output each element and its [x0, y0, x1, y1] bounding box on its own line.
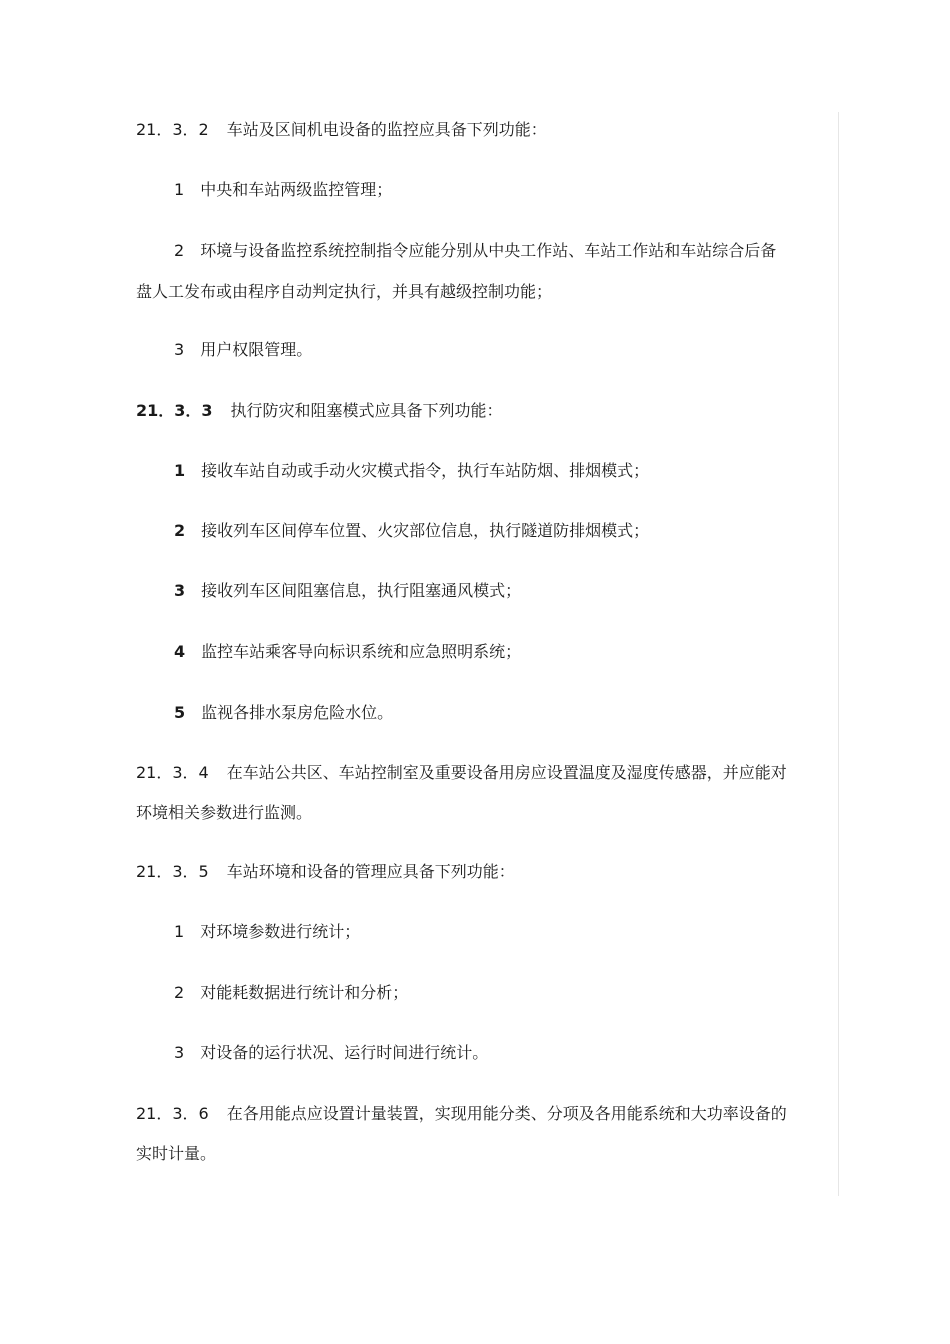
item-text: 监视各排水泵房危险水位。 [201, 703, 394, 722]
item-number: 1 [174, 461, 186, 480]
item-text: 对设备的运行状况、运行时间进行统计。 [200, 1043, 489, 1062]
page-edge-line [838, 112, 839, 1196]
item-number: 2 [174, 983, 185, 1002]
clause-21-3-5 [136, 861, 515, 883]
list-item [174, 702, 393, 724]
clause-continuation: 环境相关参数进行监测。 [136, 803, 313, 822]
clause-number: 21．3．4 [136, 763, 209, 782]
clause-text: 执行防灾和阻塞模式应具备下列功能： [230, 401, 503, 420]
item-text: 接收列车区间停车位置、火灾部位信息，执行隧道防排烟模式； [201, 521, 650, 540]
clause-21-3-2 [136, 119, 547, 141]
item-number: 4 [174, 642, 186, 661]
item-number: 1 [174, 180, 185, 199]
list-item [174, 339, 312, 361]
item-text: 接收列车区间阻塞信息，执行阻塞通风模式； [201, 581, 522, 600]
item-number: 2 [174, 241, 185, 260]
clause-number: 21．3．3 [136, 401, 213, 420]
clause-21-3-4 [136, 762, 787, 784]
list-item [174, 982, 408, 1004]
item-text: 中央和车站两级监控管理； [200, 180, 393, 199]
list-item [174, 1042, 488, 1064]
clause-text: 车站及区间机电设备的监控应具备下列功能： [226, 120, 547, 139]
list-item [174, 641, 521, 663]
clause-continuation: 实时计量。 [136, 1144, 217, 1163]
item-number: 2 [174, 521, 186, 540]
clause-21-3-3 [136, 400, 503, 422]
item-number: 3 [174, 1043, 185, 1062]
list-item [174, 520, 649, 542]
clause-21-3-6 [136, 1103, 787, 1125]
item-number: 1 [174, 922, 185, 941]
item-text: 环境与设备监控系统控制指令应能分别从中央工作站、车站工作站和车站综合后备 [200, 241, 777, 260]
item-number: 3 [174, 581, 186, 600]
item-text: 用户权限管理。 [200, 340, 313, 359]
list-item [174, 921, 360, 943]
item-number: 5 [174, 703, 186, 722]
item-number: 3 [174, 340, 185, 359]
clause-text: 车站环境和设备的管理应具备下列功能： [226, 862, 515, 881]
clause-number: 21．3．2 [136, 120, 209, 139]
list-item [174, 580, 521, 602]
item-text: 接收车站自动或手动火灾模式指令，执行车站防烟、排烟模式； [201, 461, 650, 480]
item-text: 对环境参数进行统计； [200, 922, 361, 941]
list-item [174, 179, 392, 201]
list-item [174, 460, 649, 482]
clause-text: 在车站公共区、车站控制室及重要设备用房应设置温度及湿度传感器，并应能对 [226, 763, 787, 782]
list-item [174, 240, 776, 262]
clause-number: 21．3．6 [136, 1104, 209, 1123]
item-text: 监控车站乘客导向标识系统和应急照明系统； [201, 642, 522, 661]
item-text: 对能耗数据进行统计和分析； [200, 983, 409, 1002]
item-continuation: 盘人工发布或由程序自动判定执行，并具有越级控制功能； [136, 282, 553, 301]
clause-text: 在各用能点应设置计量装置，实现用能分类、分项及各用能系统和大功率设备的 [226, 1104, 787, 1123]
clause-number: 21．3．5 [136, 862, 209, 881]
